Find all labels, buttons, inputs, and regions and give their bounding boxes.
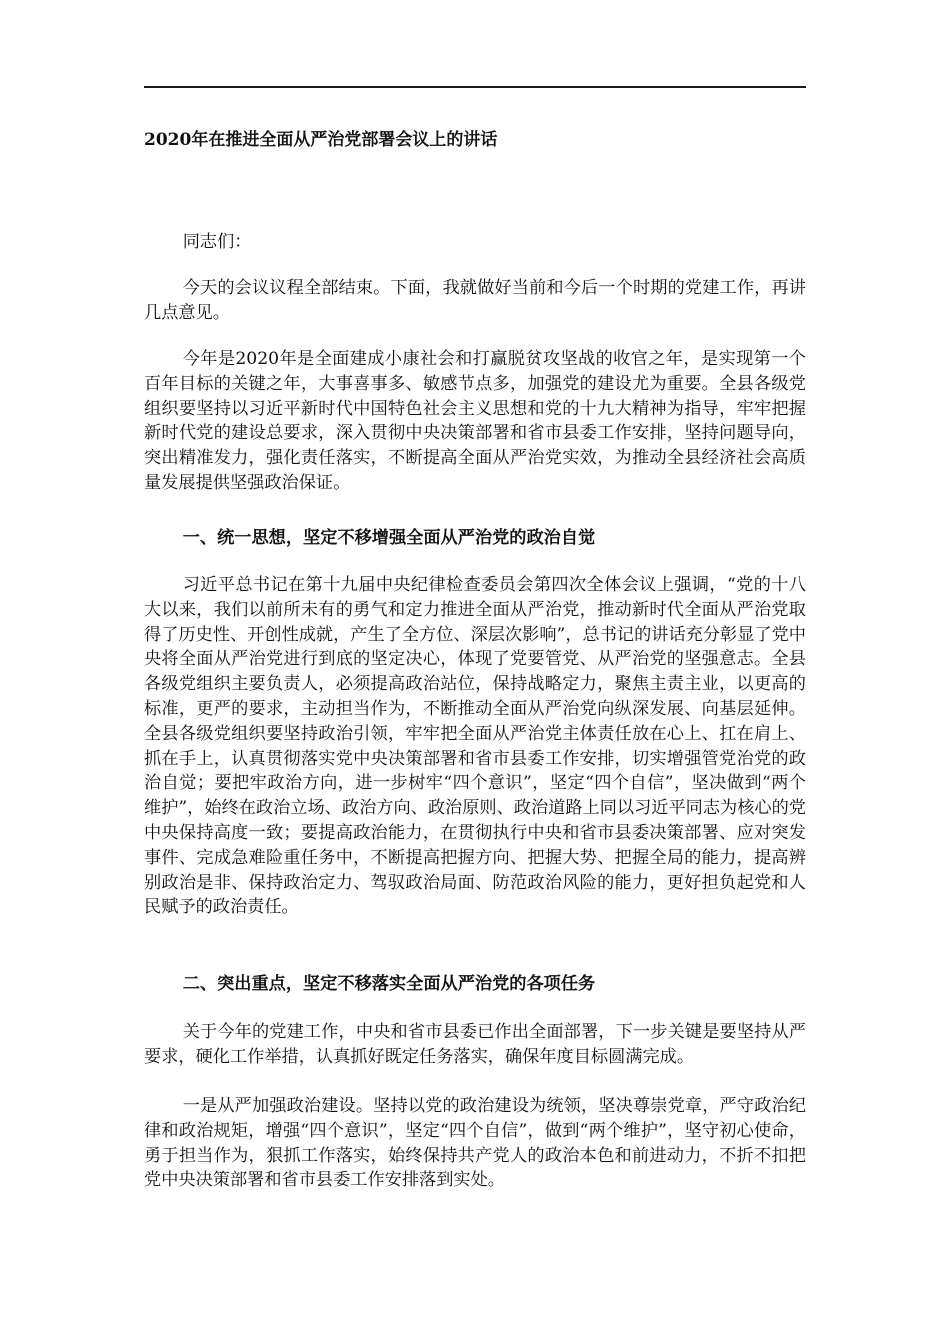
salutation: 同志们：	[182, 232, 252, 252]
section-heading-1: 一、统一思想，坚定不移增强全面从严治党的政治自觉	[182, 528, 596, 548]
paragraph-political-construction: 一是从严加强政治建设。坚持以党的政治建设为统领，坚决尊崇党章，严守政治纪律和政治规矩，增强“四个意识”，坚定“四个自信”，做到“两个维护”，坚守初心使命，勇于担当作为，狠抓工作落实，始终保持共产党人的政治本色和前进动力，不折不扣把党中央决策部署和省市县委工作安排落到实处。	[144, 1096, 806, 1191]
paragraph-opening: 今天的会议议程全部结束。下面，我就做好当前和今后一个时期的党建工作，再讲几点意见。	[144, 278, 806, 323]
paragraph-section-1: 习近平总书记在第十九届中央纪律检查委员会第四次全体会议上强调，“党的十八大以来，我们以前所未有的勇气和定力推进全面从严治党，推动新时代全面从严治党取得了历史性、开创性成就，产生了全方位、深层次影响”，总书记的讲话充分彰显了党中央将全面从严治党进行到底的坚定决心，体现了党要管党、从严治党的坚强意志。全县各级党组织主要负责人，必须提高政治站位，保持战略定力，聚焦主责主业，以更高的标准，更严的要求，主动担当作为，不断推动全面从严治党向纵深发展、向基层延伸。全县各级党组织要坚持政治引领，牢牢把全面从严治党主体责任放在心上、扛在肩上、抓在手上，认真贯彻落实党中央决策部署和省市县委工作安排，切实增强管党治党的政治自觉；要把牢政治方向，进一步树牢“四个意识”，坚定“四个自信”，坚决做到“两个维护”，始终在政治立场、政治方向、政治原则、政治道路上同以习近平同志为核心的党中央保持高度一致；要提高政治能力，在贯彻执行中央和省市县委决策部署、应对突发事件、完成急难险重任务中，不断提高把握方向、把握大势、把握全局的能力，提高辨别政治是非、保持政治定力、驾驭政治局面、防范政治风险的能力，更好担负起党和人民赋予的政治责任。	[144, 575, 806, 918]
header-rule	[144, 86, 806, 88]
section-heading-2: 二、突出重点，坚定不移落实全面从严治党的各项任务	[182, 974, 596, 994]
paragraph-context: 今年是2020年是全面建成小康社会和打赢脱贫攻坚战的收官之年，是实现第一个百年目标的关键之年，大事喜事多、敏感节点多，加强党的建设尤为重要。全县各级党组织要坚持以习近平新时代中国特色社会主义思想和党的十九大精神为指导，牢牢把握新时代党的建设总要求，深入贯彻中央决策部署和省市县委工作安排，坚持问题导向，突出精准发力，强化责任落实，不断提高全面从严治党实效，为推动全县经济社会高质量发展提供坚强政治保证。	[144, 349, 806, 493]
document-title: 2020年在推进全面从严治党部署会议上的讲话	[144, 130, 498, 150]
paragraph-section-2-intro: 关于今年的党建工作，中央和省市县委已作出全面部署，下一步关键是要坚持从严要求，硬化工作举措，认真抓好既定任务落实，确保年度目标圆满完成。	[144, 1022, 806, 1067]
